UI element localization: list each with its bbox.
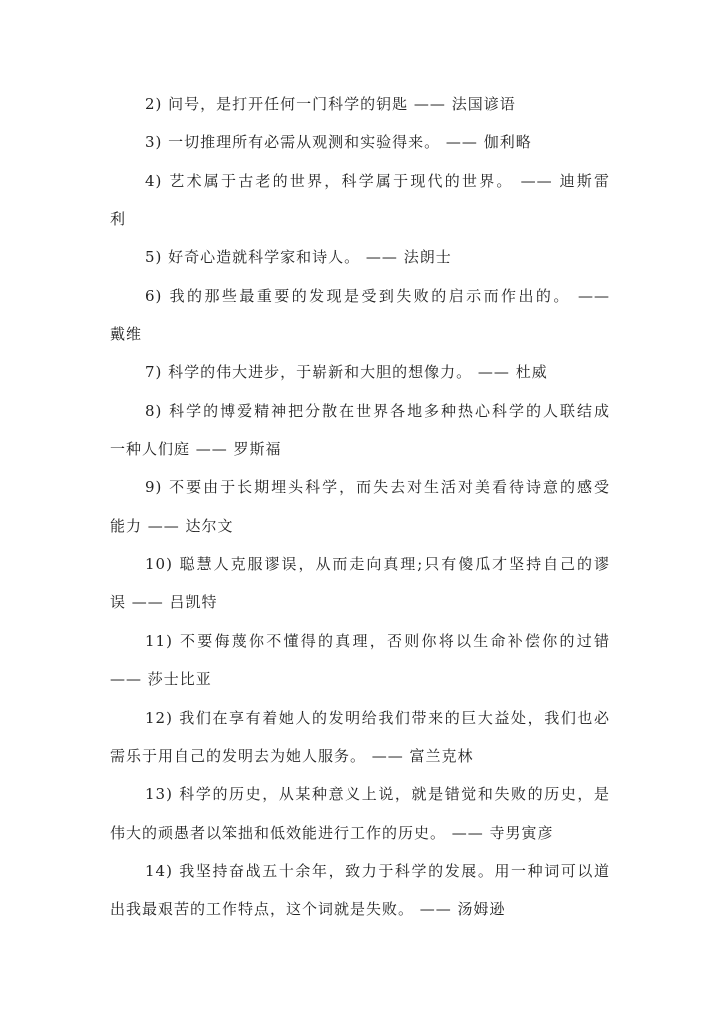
quote-paragraph [110, 277, 610, 354]
quote-paragraph [110, 123, 610, 161]
quote-line: 能力 —— 达尔文 [110, 516, 234, 535]
quote-line: 11) 不要侮蔑你不懂得的真理，否则你将以生命补偿你的过错 [145, 631, 610, 650]
quote-paragraph [110, 775, 610, 852]
quote-line: 6) 我的那些最重要的发现是受到失败的启示而作出的。 —— [145, 286, 610, 305]
quote-paragraph [110, 353, 610, 391]
quote-line: 一种人们庭 —— 罗斯福 [110, 440, 282, 459]
quote-line: 12) 我们在享有着她人的发明给我们带来的巨大益处，我们也必 [145, 708, 610, 727]
quote-line: 14) 我坚持奋战五十余年，致力于科学的发展。用一种词可以道 [145, 861, 610, 880]
quote-paragraph [110, 85, 610, 123]
document-body [110, 85, 610, 929]
quote-line: 10) 聪慧人克服谬误，从而走向真理;只有傻瓜才坚持自己的谬 [145, 555, 610, 574]
quote-line: 4) 艺术属于古老的世界，科学属于现代的世界。 —— 迪斯雷 [145, 171, 610, 190]
quote-line: 9) 不要由于长期埋头科学，而失去对生活对美看待诗意的感受 [145, 478, 610, 497]
quote-line: 戴维 [110, 325, 143, 344]
quote-paragraph [110, 238, 610, 276]
quote-line: —— 莎士比亚 [110, 670, 212, 689]
quote-line: 2) 问号，是打开任何一门科学的钥匙 —— 法国谚语 [145, 95, 516, 113]
quote-line: 5) 好奇心造就科学家和诗人。 —— 法朗士 [145, 248, 452, 267]
quote-paragraph [110, 162, 610, 239]
quote-paragraph [110, 468, 610, 545]
quote-paragraph [110, 852, 610, 929]
quote-line: 利 [110, 210, 127, 229]
quote-paragraph [110, 545, 610, 622]
quote-line: 需乐于用自己的发明去为她人服务。 —— 富兰克林 [110, 746, 474, 765]
quote-paragraph [110, 392, 610, 469]
quote-line: 误 —— 吕凯特 [110, 593, 218, 612]
quote-line: 伟大的顽愚者以笨拙和低效能进行工作的历史。 —— 寺男寅彦 [110, 823, 554, 842]
quote-paragraph [110, 622, 610, 699]
quote-line: 3) 一切推理所有必需从观测和实验得来。 —— 伽利略 [145, 133, 532, 152]
quote-line: 13) 科学的历史，从某种意义上说，就是错觉和失败的历史，是 [145, 785, 610, 804]
quote-line: 8) 科学的博爱精神把分散在世界各地多种热心科学的人联结成 [145, 401, 610, 420]
quote-line: 7) 科学的伟大进步，于崭新和大胆的想像力。 —— 杜威 [145, 363, 548, 382]
quote-line: 出我最艰苦的工作特点，这个词就是失败。 —— 汤姆逊 [110, 900, 506, 919]
quote-paragraph [110, 699, 610, 776]
